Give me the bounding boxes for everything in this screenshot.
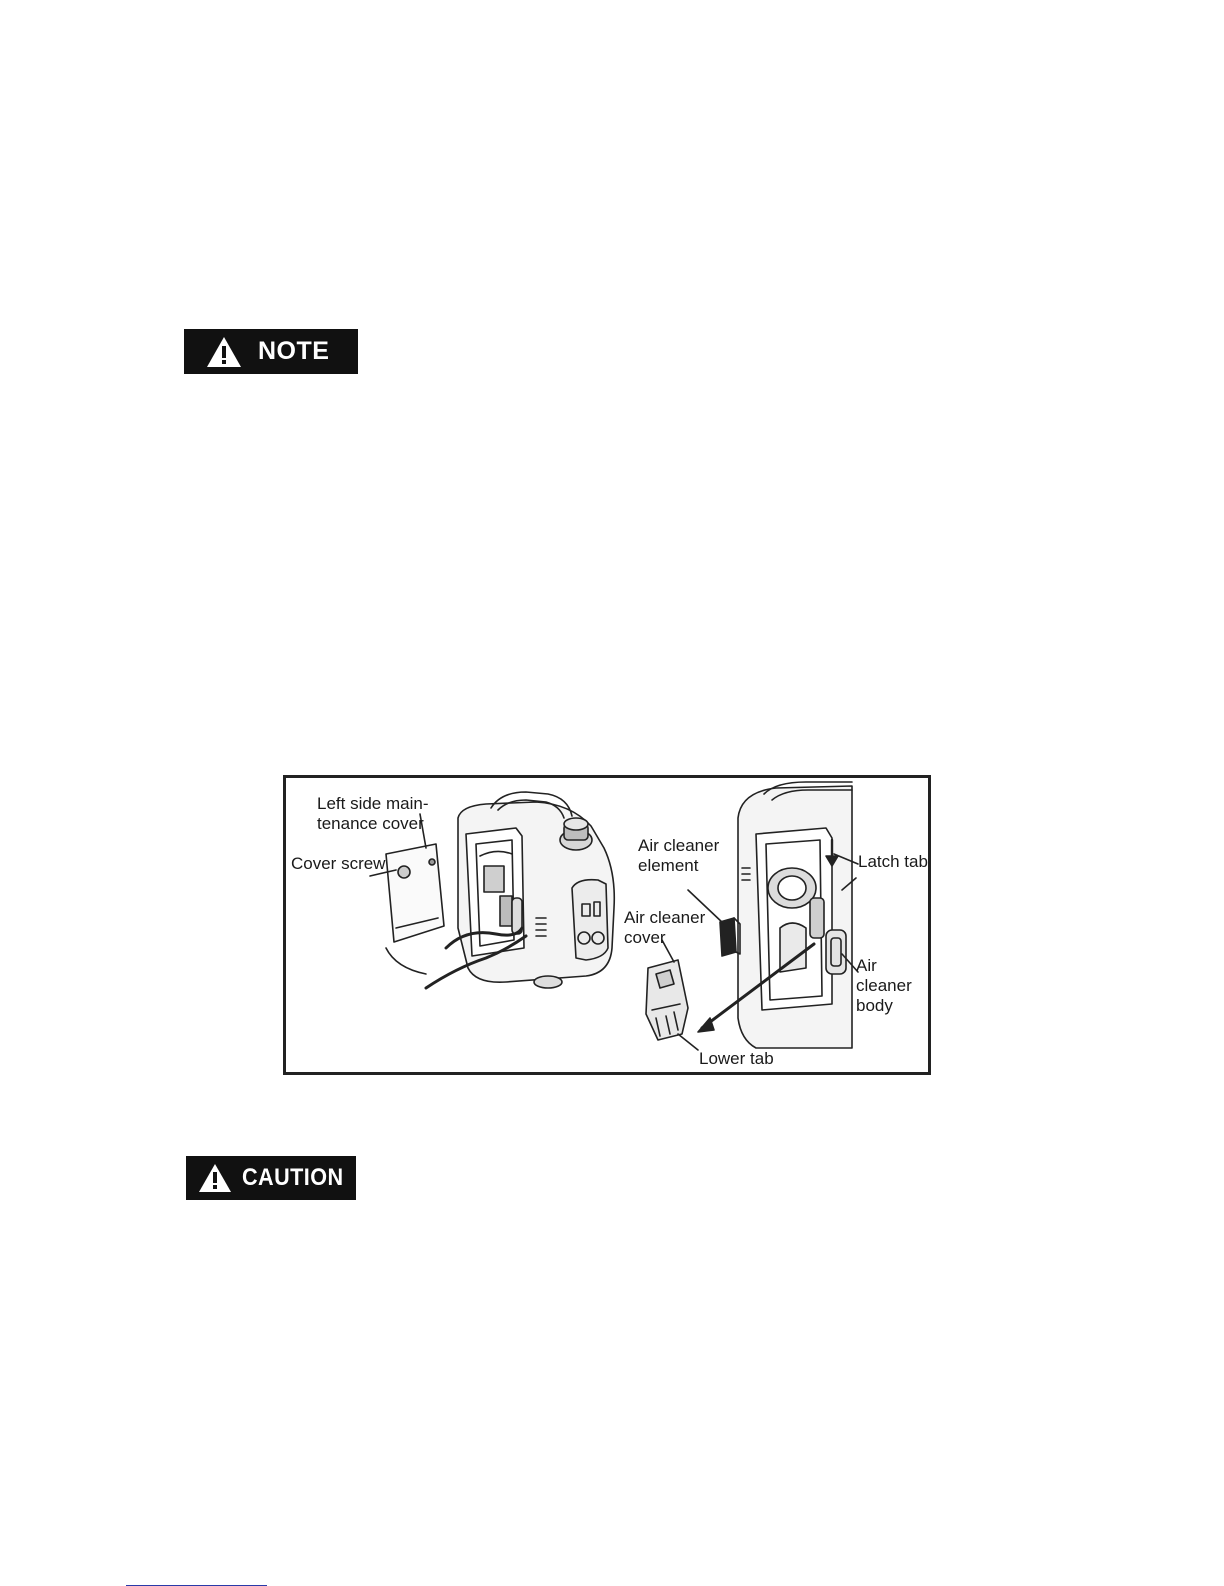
callout-lower-tab: Lower tab (699, 1049, 774, 1068)
callout-air-cleaner-body: Air cleaner body (856, 956, 912, 1015)
warning-triangle-icon (198, 1163, 232, 1193)
warning-triangle-icon (206, 336, 242, 368)
callout-air-cleaner-cover: Air cleaner cover (624, 908, 706, 947)
callout-latch-tab: Latch tab (858, 852, 928, 871)
callout-left-side-cover: Left side main- tenance cover (317, 794, 429, 833)
note-badge (184, 329, 358, 374)
caution-label: CAUTION (242, 1164, 344, 1191)
air-cleaner-figure (283, 775, 931, 1075)
caution-badge (186, 1156, 356, 1200)
callout-air-cleaner-element: Air cleaner element (638, 836, 720, 875)
note-label: NOTE (258, 337, 330, 365)
callout-cover-screw: Cover screw (291, 854, 386, 873)
